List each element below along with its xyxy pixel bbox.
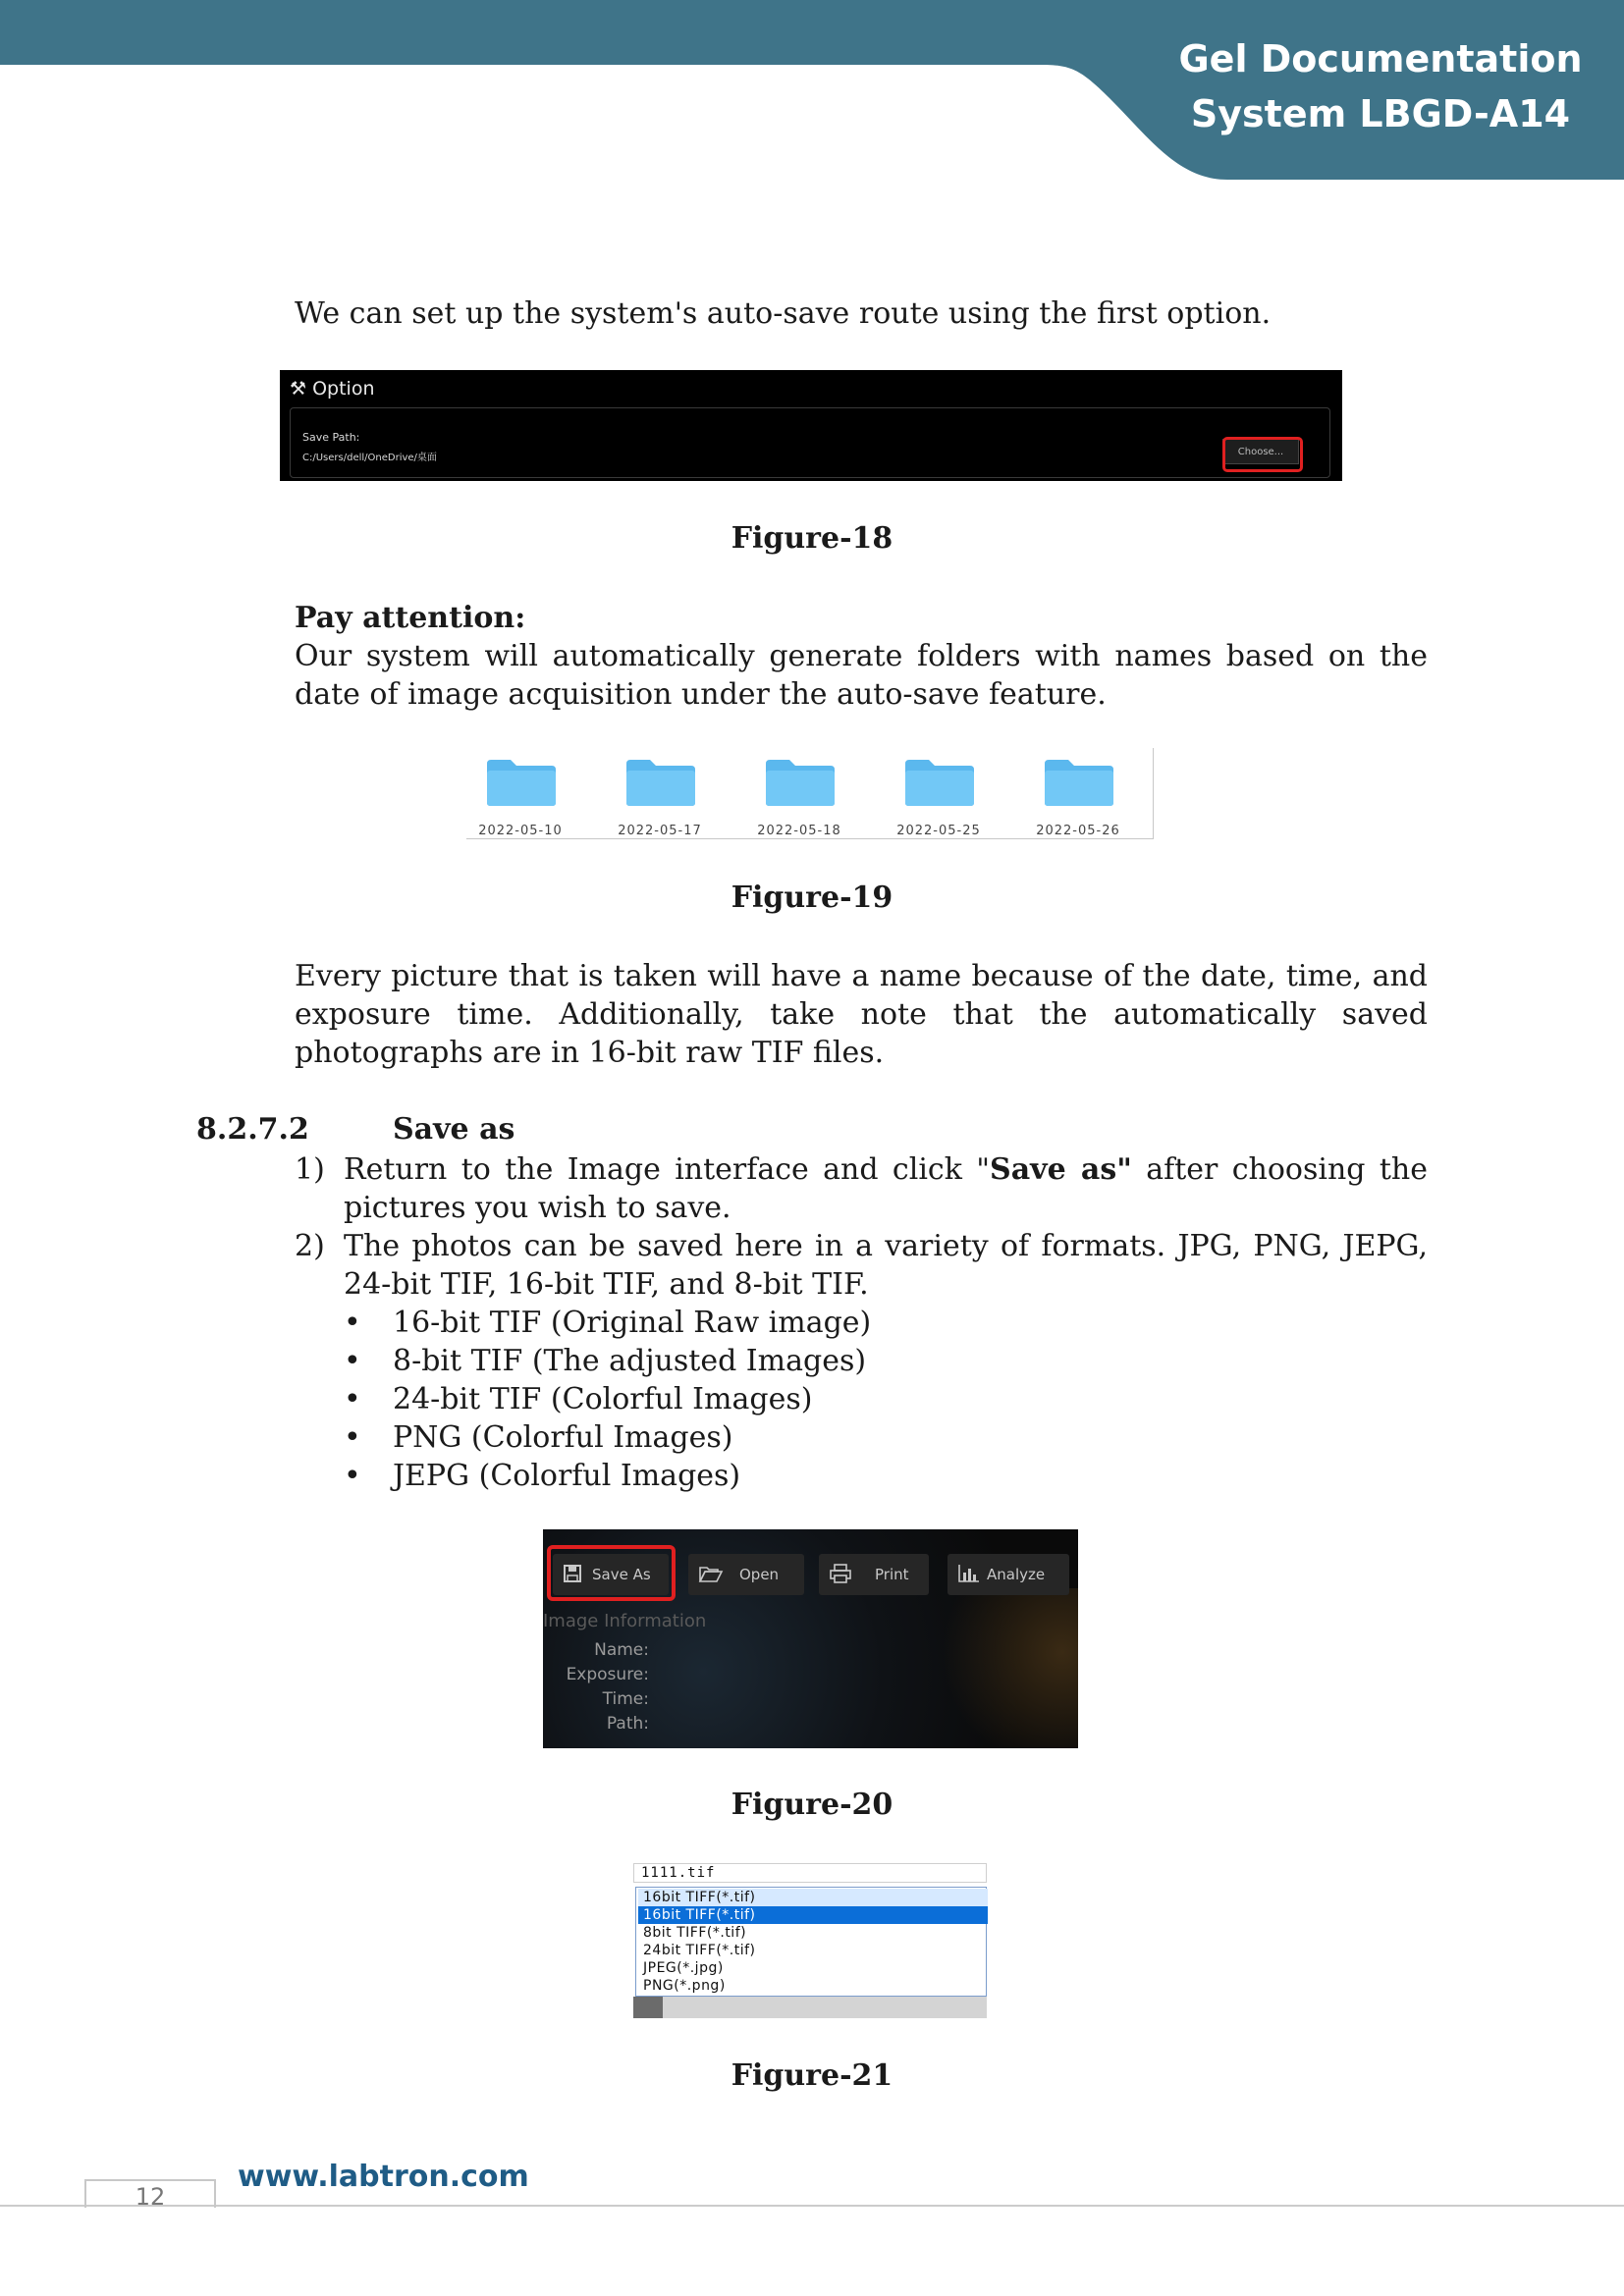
document-title [1174,31,1587,141]
format-text: 8-bit TIF (The adjusted Images) [393,1344,867,1378]
page-number: 12 [135,2183,166,2211]
open-button[interactable] [688,1554,804,1595]
figure-20-caption: Figure-20 [731,1788,893,1822]
format-option[interactable]: PNG(*.png) [643,1978,726,1994]
folder-name: 2022-05-10 [478,824,563,838]
format-text: 24-bit TIF (Colorful Images) [393,1382,813,1416]
option-panel [290,407,1330,478]
footer-divider [0,2205,1624,2208]
image-information-heading: Image Information [543,1611,707,1631]
print-button[interactable] [819,1554,929,1595]
info-time-label: Time: [602,1689,649,1709]
step-number: 2) [295,1229,325,1263]
background-glow [921,1588,1078,1748]
option-title [290,378,375,400]
intro-paragraph: We can set up the system's auto-save route using the first option. [295,296,1272,331]
title-line-1: Gel Documentation [1178,37,1583,80]
save-as-label: Save As [592,1566,651,1583]
attention-heading: Pay attention: [295,601,526,635]
analyze-label: Analyze [987,1566,1046,1583]
section-number: 8.2.7.2 [196,1112,309,1147]
step-text-post: after choosing the pictures you wish to save. [344,1152,1428,1225]
folder-icon [764,758,837,807]
option-dialog-figure [280,370,1342,481]
scrollbar-thumb[interactable] [633,1997,663,2018]
step-2 [295,1227,1428,1304]
title-line-2: System LBGD-A14 [1190,92,1571,135]
folder-name: 2022-05-18 [757,824,841,838]
folder-item[interactable] [471,758,569,836]
option-title-text: Option [312,378,375,400]
analyze-button[interactable] [947,1554,1069,1595]
bar-chart-icon [957,1564,981,1583]
file-format-dropdown-figure [633,1863,987,2018]
folder-item[interactable] [750,758,848,836]
bullet-dot: • [344,1344,361,1378]
bullet-dot: • [344,1306,361,1340]
folder-item[interactable] [890,758,988,836]
format-option[interactable]: 24bit TIFF(*.tif) [643,1943,756,1958]
format-option[interactable]: JPEG(*.jpg) [643,1960,724,1976]
choose-button[interactable]: Choose... [1222,439,1299,464]
step-text-pre: Return to the Image interface and click " [344,1152,991,1187]
step-1 [295,1150,1428,1227]
step-text: The photos can be saved here in a variety of formats. JPG, PNG, JEPG, 24-bit TIF, 16-bit TIF, and 8-bit TIF. [344,1229,1428,1302]
folder-name: 2022-05-25 [896,824,981,838]
filename-field[interactable]: 1111.tif [633,1863,987,1883]
section-title: Save as [393,1112,515,1147]
format-option-selected[interactable]: 16bit TIFF(*.tif) [638,1906,988,1924]
format-text: JEPG (Colorful Images) [393,1459,741,1493]
format-option[interactable]: 8bit TIFF(*.tif) [643,1925,747,1941]
step-number: 1) [295,1152,325,1187]
attention-text: Our system will automatically generate folders with names based on the date of image acquisition under the auto-save feature. [295,639,1428,712]
bullet-dot: • [344,1382,361,1416]
highlight-box [1222,437,1303,472]
folder-icon [485,758,558,807]
tools-icon: ⚒ [290,378,307,400]
save-path-label: Save Path: [302,431,360,444]
figure-18-caption: Figure-18 [731,521,893,556]
format-text: PNG (Colorful Images) [393,1420,733,1455]
figure-21-caption: Figure-21 [731,2058,893,2093]
open-label: Open [739,1566,780,1583]
format-option[interactable]: 16bit TIFF(*.tif) [638,1889,988,1906]
footer-website-link[interactable]: www.labtron.com [238,2160,529,2194]
print-label: Print [875,1566,909,1583]
info-name-label: Name: [594,1640,649,1660]
folder-name: 2022-05-26 [1036,824,1120,838]
bullet-dot: • [344,1459,361,1493]
folders-figure [466,748,1154,839]
horizontal-scrollbar[interactable] [633,1997,987,2018]
format-dropdown-list [635,1887,987,1997]
save-path-value: C:/Users/dell/OneDrive/桌面 [302,453,437,463]
folder-icon [903,758,976,807]
step-text-bold: Save as" [990,1152,1132,1187]
image-interface-figure [543,1529,1078,1748]
bullet-dot: • [344,1420,361,1455]
figure-19-caption: Figure-19 [731,881,893,915]
folder-item[interactable] [611,758,709,836]
naming-paragraph: Every picture that is taken will have a name because of the date, time, and exposure time. Additionally, take note that the automatically saved photographs are in 16-bit raw TIF files. [295,959,1428,1070]
folder-item[interactable] [1029,758,1127,836]
info-exposure-label: Exposure: [566,1665,649,1684]
info-path-label: Path: [606,1714,649,1734]
folder-icon [624,758,697,807]
folder-name: 2022-05-17 [618,824,702,838]
highlight-box [547,1545,676,1601]
folder-open-icon [698,1564,724,1583]
step-text [344,1150,1428,1227]
format-text: 16-bit TIF (Original Raw image) [393,1306,872,1340]
printer-icon [829,1564,852,1583]
folder-icon [1043,758,1115,807]
